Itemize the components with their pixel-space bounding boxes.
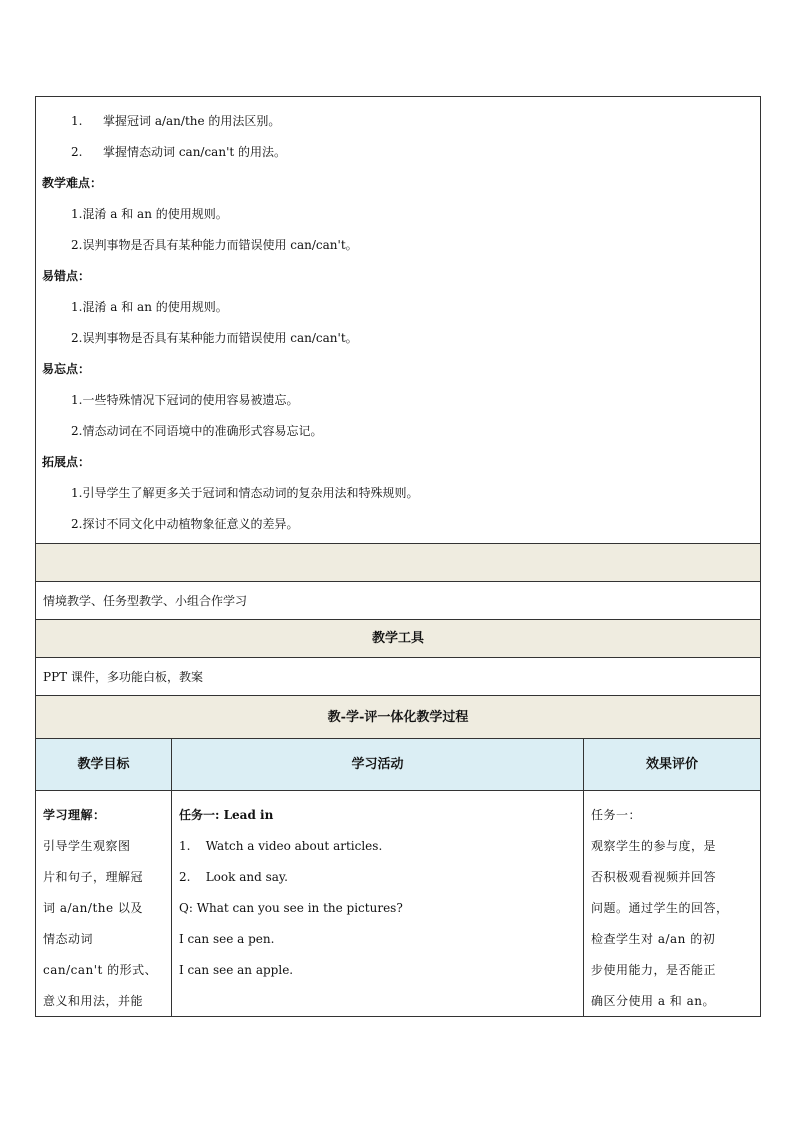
extension-item: 2.探讨不同文化中动植物象征意义的差异。 — [71, 517, 299, 531]
goal-line: can/can't 的形式、 — [43, 963, 158, 977]
activity-line: 任务一: Lead in — [179, 808, 274, 822]
goal-line: 学习理解： — [43, 808, 106, 822]
evaluation-line: 确区分使用 a 和 an。 — [591, 994, 715, 1008]
difficulty-item: 1.混淆 a 和 an 的使用规则。 — [71, 207, 228, 221]
evaluation-line: 步使用能力，是否能正 — [591, 963, 717, 977]
methods-header-band — [36, 544, 760, 582]
evaluation-line: 否积极观看视频并回答 — [591, 870, 717, 884]
tools-text: PPT 课件，多功能白板，教案 — [36, 658, 760, 696]
goal-line: 片和句子，理解冠 — [43, 870, 144, 884]
easy-forget-heading: 易忘点： — [42, 362, 91, 376]
goal-line: 引导学生观察图 — [43, 839, 131, 853]
goal-cell — [36, 791, 172, 1016]
error-prone-item: 2.误判事物是否具有某种能力而错误使用 can/can't。 — [71, 331, 358, 345]
evaluation-cell — [584, 791, 760, 1016]
difficulty-item: 2.误判事物是否具有某种能力而错误使用 can/can't。 — [71, 238, 358, 252]
process-row — [36, 791, 760, 1016]
extension-heading: 拓展点： — [42, 455, 91, 469]
tools-title: 教学工具 — [36, 620, 760, 658]
error-prone-heading: 易错点： — [42, 269, 91, 283]
extension-item: 1.引导学生了解更多关于冠词和情态动词的复杂用法和特殊规则。 — [71, 486, 419, 500]
process-column-headers — [36, 739, 760, 791]
key-point-2: 2. 掌握情态动词 can/can't 的用法。 — [71, 145, 287, 159]
process-title: 教-学-评一体化教学过程 — [36, 696, 760, 739]
key-point-1: 1. 掌握冠词 a/an/the 的用法区别。 — [71, 114, 281, 128]
evaluation-line: 检查学生对 a/an 的初 — [591, 932, 716, 946]
evaluation-column-header: 效果评价 — [645, 757, 698, 772]
evaluation-line: 问题。通过学生的回答， — [591, 901, 729, 915]
goal-line: 意义和用法，并能 — [43, 994, 144, 1008]
goal-line: 情态动词 — [43, 932, 94, 946]
lesson-plan-table — [35, 96, 761, 1017]
methods-text: 情境教学、任务型教学、小组合作学习 — [36, 582, 760, 620]
evaluation-line: 任务一： — [591, 808, 642, 822]
difficulty-heading: 教学难点： — [42, 176, 103, 190]
activity-line: I can see an apple. — [179, 963, 294, 977]
activity-line: I can see a pen. — [179, 932, 275, 946]
activity-line: 2. Look and say. — [179, 870, 288, 884]
objectives-section — [36, 106, 760, 544]
activity-line: 1. Watch a video about articles. — [179, 839, 383, 853]
activity-cell — [172, 791, 584, 1016]
evaluation-line: 观察学生的参与度，是 — [591, 839, 717, 853]
activity-line: Q: What can you see in the pictures? — [179, 901, 403, 915]
easy-forget-item: 1.一些特殊情况下冠词的使用容易被遗忘。 — [71, 393, 299, 407]
easy-forget-item: 2.情态动词在不同语境中的准确形式容易忘记。 — [71, 424, 323, 438]
goal-line: 词 a/an/the 以及 — [43, 901, 143, 915]
goal-column-header: 教学目标 — [36, 739, 172, 791]
activity-column-header: 学习活动 — [172, 739, 584, 791]
error-prone-item: 1.混淆 a 和 an 的使用规则。 — [71, 300, 228, 314]
